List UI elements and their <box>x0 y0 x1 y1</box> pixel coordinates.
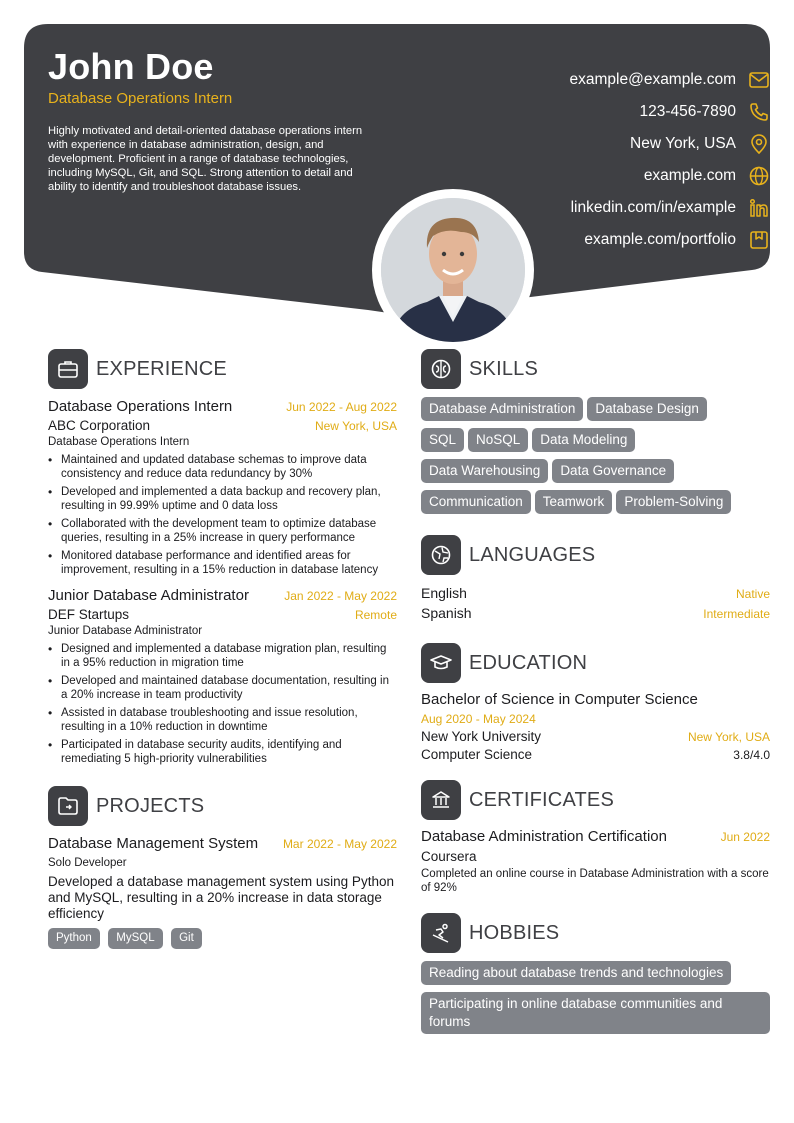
skill-tag: Data Governance <box>552 459 674 483</box>
phone-icon <box>748 101 770 123</box>
contact-phone-text[interactable]: 123-456-7890 <box>639 103 736 120</box>
skill-tag: NoSQL <box>468 428 528 452</box>
list-item: • Monitored database performance and identified areas for improvement, resulting in a 15% reduction in database latency <box>48 549 397 577</box>
list-item: • Assisted in database troubleshooting and issue resolution, resulting in a 10% reduction in downtime <box>48 706 397 734</box>
language-name: English <box>421 585 467 601</box>
experience-title: EXPERIENCE <box>96 357 227 380</box>
language-level: Native <box>735 587 770 601</box>
certificate-description: Completed an online course in Database Administration with a score of 92% <box>421 868 769 894</box>
experience-entry <box>48 587 397 766</box>
contact-location <box>470 128 770 160</box>
hobby-tag: Participating in online database communities and forums <box>421 992 770 1034</box>
project-description: Developed a database management system using Python and MySQL, resulting in a 20% increase in data storage efficiency <box>48 874 394 921</box>
contact-location-text: New York, USA <box>630 135 736 152</box>
gpa: 3.8/4.0 <box>733 748 770 762</box>
skills-section-header <box>421 349 770 389</box>
tag: Git <box>171 928 202 949</box>
hobbies-tags <box>421 961 770 1034</box>
hobbies-section-header <box>421 913 770 953</box>
summary-text: Highly motivated and detail-oriented database operations intern with experience in database administration, design, and development. Proficient in a range of database technologies, including MySQL, Git, and SQL. Strong attention to detail and ability to identify and troubleshoot database issues. <box>48 125 363 193</box>
job-bullets <box>48 642 397 766</box>
briefcase-icon <box>48 349 88 389</box>
job-location: Remote <box>354 608 397 622</box>
portfolio-icon <box>748 229 770 251</box>
job-dates: Jun 2022 - Aug 2022 <box>286 400 397 414</box>
contact-email-text[interactable]: example@example.com <box>569 71 736 88</box>
job-bullets <box>48 453 397 577</box>
list-item: • Collaborated with the development team to optimize database queries, resulting in a 25% increase in query performance <box>48 517 397 545</box>
language-row <box>421 605 770 625</box>
certificate-date: Jun 2022 <box>720 830 770 844</box>
contact-portfolio-text[interactable]: example.com/portfolio <box>584 231 736 248</box>
right-column <box>421 349 770 1041</box>
job-title: Junior Database Administrator <box>48 587 249 604</box>
list-item: • Developed and maintained database documentation, resulting in a 20% increase in team productivity <box>48 674 397 702</box>
field-of-study: Computer Science <box>421 747 533 762</box>
contact-linkedin-text[interactable]: linkedin.com/in/example <box>570 199 736 216</box>
contact-website-text[interactable]: example.com <box>643 167 736 184</box>
experience-entry <box>48 398 397 577</box>
language-row <box>421 585 770 605</box>
job-location: New York, USA <box>314 419 397 433</box>
skill-tag: Communication <box>421 490 531 514</box>
skill-tag: Data Warehousing <box>421 459 548 483</box>
contact-phone[interactable] <box>470 96 770 128</box>
hobbies-title: HOBBIES <box>469 921 560 944</box>
experience-section-header <box>48 349 397 389</box>
linkedin-icon <box>748 197 770 219</box>
folder-icon <box>48 786 88 826</box>
list-item: • Designed and implemented a database migration plan, resulting in a 95% reduction in migration time <box>48 642 397 670</box>
candidate-name: John Doe <box>48 46 214 87</box>
school-name: New York University <box>421 729 542 744</box>
hobby-tag: Reading about database trends and technologies <box>421 961 731 985</box>
project-tags <box>48 928 397 949</box>
contact-website[interactable] <box>470 160 770 192</box>
graduation-cap-icon <box>421 643 461 683</box>
projects-title: PROJECTS <box>96 794 205 817</box>
education-title: EDUCATION <box>469 651 588 674</box>
tag: Python <box>48 928 100 949</box>
candidate-title: Database Operations Intern <box>48 90 233 107</box>
job-dates: Jan 2022 - May 2022 <box>284 589 397 603</box>
profile-photo <box>381 198 525 342</box>
skill-tag: Teamwork <box>535 490 613 514</box>
list-item: • Maintained and updated database schemas to improve data consistency and reduce data redundancy by 30% <box>48 453 397 481</box>
email-icon <box>748 69 770 91</box>
certificates-section-header <box>421 780 770 820</box>
education-section-header <box>421 643 770 683</box>
skill-tag: Database Administration <box>421 397 583 421</box>
job-role: Junior Database Administrator <box>48 625 203 637</box>
language-name: Spanish <box>421 605 472 621</box>
project-dates: Mar 2022 - May 2022 <box>282 837 397 851</box>
languages-title: LANGUAGES <box>469 543 596 566</box>
degree: Bachelor of Science in Computer Science <box>421 691 698 708</box>
skills-title: SKILLS <box>469 357 539 380</box>
project-entry <box>48 835 397 949</box>
projects-section-header <box>48 786 397 826</box>
languages-list <box>421 585 770 625</box>
skill-tag: Data Modeling <box>532 428 635 452</box>
list-item: • Participated in database security audits, identifying and remediating 5 high-priority vulnerabilities <box>48 738 397 766</box>
company-name: DEF Startups <box>48 607 130 622</box>
project-role: Solo Developer <box>48 857 127 869</box>
list-item: • Developed and implemented a data backup and recovery plan, resulting in 99.99% uptime and 0 data loss <box>48 485 397 513</box>
school-location: New York, USA <box>687 730 770 744</box>
tag: MySQL <box>108 928 162 949</box>
skills-tags <box>421 397 770 521</box>
project-name: Database Management System <box>48 835 259 852</box>
education-entry <box>421 691 770 762</box>
language-icon <box>421 535 461 575</box>
skill-tag: SQL <box>421 428 464 452</box>
location-icon <box>748 133 770 155</box>
skill-tag: Problem-Solving <box>616 490 731 514</box>
certificates-title: CERTIFICATES <box>469 788 615 811</box>
certificate-name: Database Administration Certification <box>421 828 667 845</box>
left-column <box>48 349 397 949</box>
skill-tag: Database Design <box>587 397 707 421</box>
language-level: Intermediate <box>703 607 770 621</box>
certificate-issuer: Coursera <box>421 849 477 864</box>
institution-icon <box>421 780 461 820</box>
globe-icon <box>748 165 770 187</box>
contact-email[interactable] <box>470 64 770 96</box>
brain-icon <box>421 349 461 389</box>
languages-section-header <box>421 535 770 575</box>
certificate-entry <box>421 828 770 895</box>
company-name: ABC Corporation <box>48 418 151 433</box>
job-title: Database Operations Intern <box>48 398 233 415</box>
job-role: Database Operations Intern <box>48 436 190 448</box>
education-dates: Aug 2020 - May 2024 <box>421 712 536 726</box>
skiing-icon <box>421 913 461 953</box>
